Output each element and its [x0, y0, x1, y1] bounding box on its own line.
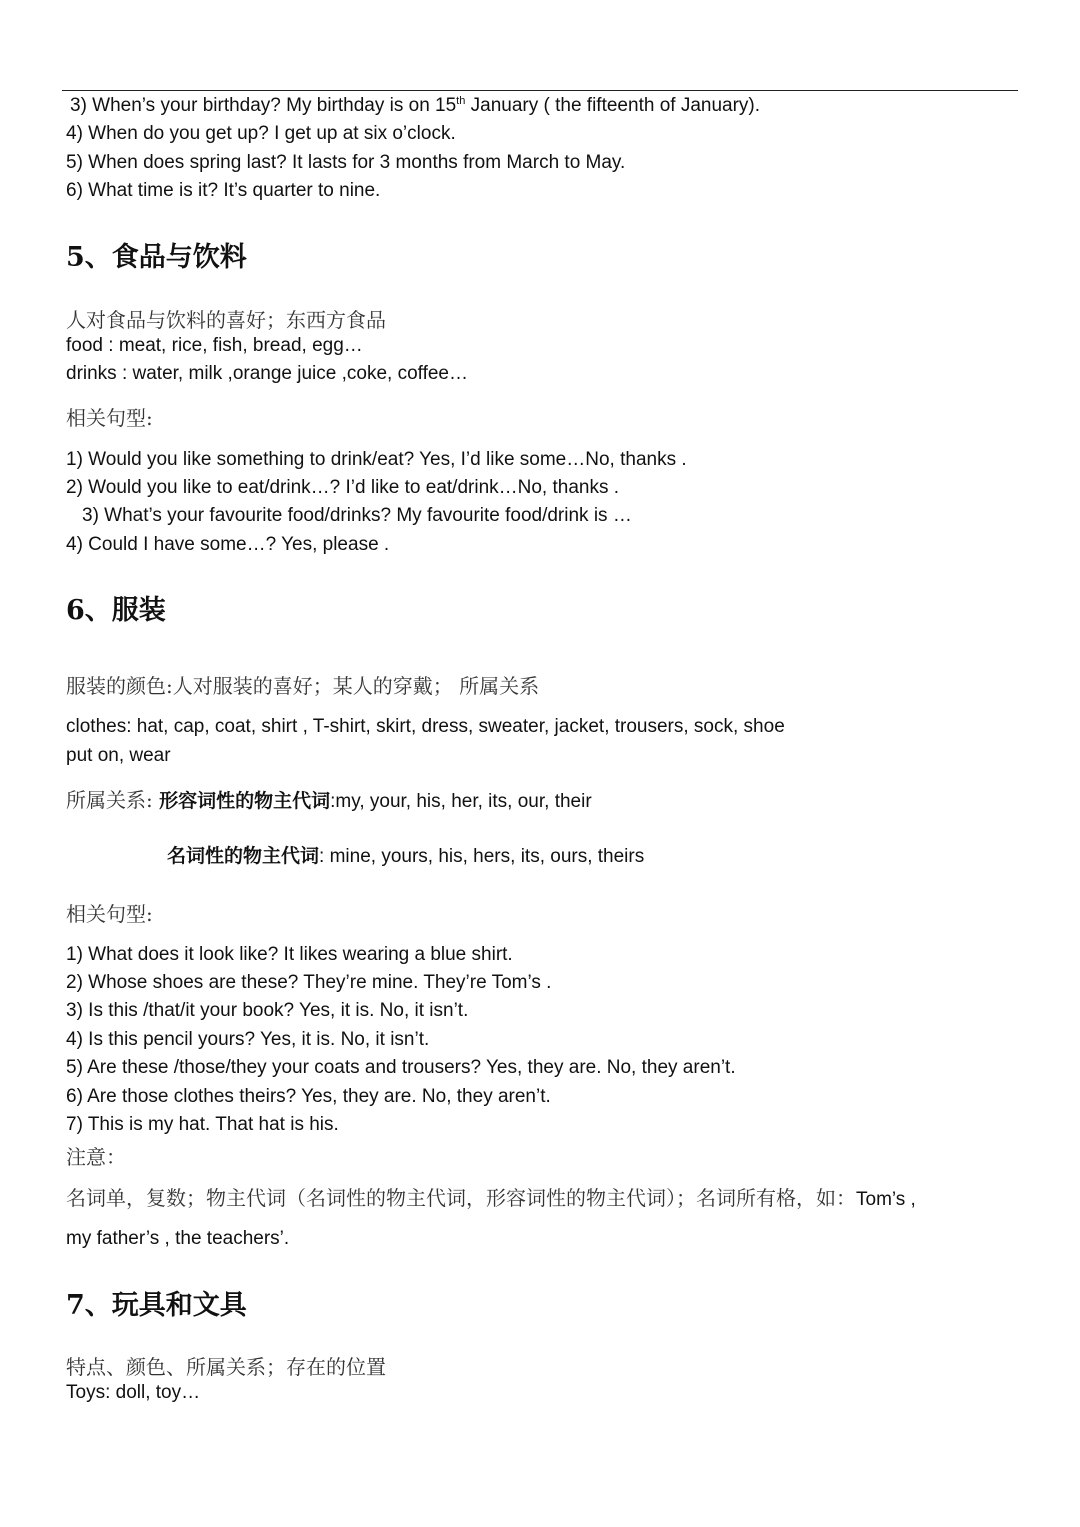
clothes-verbs: put on, wear	[66, 745, 171, 766]
section7-intro: 特点、颜色、所属关系；存在的位置	[66, 1355, 386, 1379]
adj-pronoun-list: :my, your, his, her, its, our, their	[330, 791, 592, 812]
pattern-line: 3) Is this /that/it your book? Yes, it is. No, it isn’t.	[66, 1000, 469, 1021]
pattern-line: 4) Could I have some…? Yes, please .	[66, 534, 390, 555]
note-line-2: my father’s , the teachers’.	[66, 1228, 290, 1249]
clothes-list: clothes: hat, cap, coat, shirt , T-shirt, skirt, dress, sweater, jacket, trousers, sock, shoe	[66, 716, 785, 737]
section7-heading: 7、玩具和文具	[66, 1290, 247, 1321]
pattern-line: 7) This is my hat. That hat is his.	[66, 1114, 339, 1135]
header-rule	[62, 90, 1018, 91]
section5-heading: 5、食品与饮料	[66, 242, 247, 273]
pattern-line: 6) Are those clothes theirs? Yes, they are. No, they aren’t.	[66, 1086, 551, 1107]
food-list: food : meat, rice, fish, bread, egg…	[66, 335, 363, 356]
getup-sentence: 4) When do you get up? I get up at six o’clock.	[66, 123, 456, 144]
possessive-label: 所属关系:	[66, 788, 160, 812]
time-sentence: 6) What time is it? It’s quarter to nine.	[66, 180, 381, 201]
noun-possessive-line	[167, 845, 644, 869]
pattern-line: 5) Are these /those/they your coats and trousers? Yes, they are. No, they aren’t.	[66, 1057, 736, 1078]
section6-intro: 服装的颜色:人对服装的喜好；某人的穿戴； 所属关系	[66, 674, 540, 698]
section6-patterns-label: 相关句型:	[66, 902, 153, 926]
pattern-line: 4) Is this pencil yours? Yes, it is. No, it isn’t.	[66, 1029, 430, 1050]
noun-pronoun-label: 名词性的物主代词	[167, 846, 320, 867]
pattern-line: 1) Would you like something to drink/eat? Yes, I’d like some…No, thanks .	[66, 449, 687, 470]
note-line: 名词单，复数；物主代词（名词性的物主代词，形容词性的物主代词）；名词所有格，如：Tom’s ,	[66, 1186, 916, 1210]
drinks-list: drinks : water, milk ,orange juice ,coke, coffee…	[66, 363, 468, 384]
birthday-sentence: 3) When’s your birthday? My birthday is on 15th January ( the fifteenth of January).	[70, 95, 761, 116]
section6-heading: 6、服装	[66, 595, 166, 626]
noun-pronoun-list: : mine, yours, his, hers, its, ours, theirs	[319, 846, 645, 867]
pattern-line: 2) Would you like to eat/drink…? I’d like to eat/drink…No, thanks .	[66, 477, 620, 498]
toys-list: Toys: doll, toy…	[66, 1382, 201, 1403]
section5-intro: 人对食品与饮料的喜好；东西方食品	[66, 308, 386, 332]
note-label: 注意：	[66, 1145, 126, 1169]
pattern-line: 3) What’s your favourite food/drinks? My favourite food/drink is …	[82, 505, 632, 526]
pattern-line: 2) Whose shoes are these? They’re mine. They’re Tom’s .	[66, 972, 552, 993]
spring-sentence: 5) When does spring last? It lasts for 3 months from March to May.	[66, 152, 626, 173]
adjective-possessive-line	[66, 788, 592, 814]
adj-pronoun-label: 形容词性的物主代词	[159, 791, 331, 812]
pattern-line: 1) What does it look like? It likes wearing a blue shirt.	[66, 944, 513, 965]
section5-patterns-label: 相关句型:	[66, 406, 153, 430]
